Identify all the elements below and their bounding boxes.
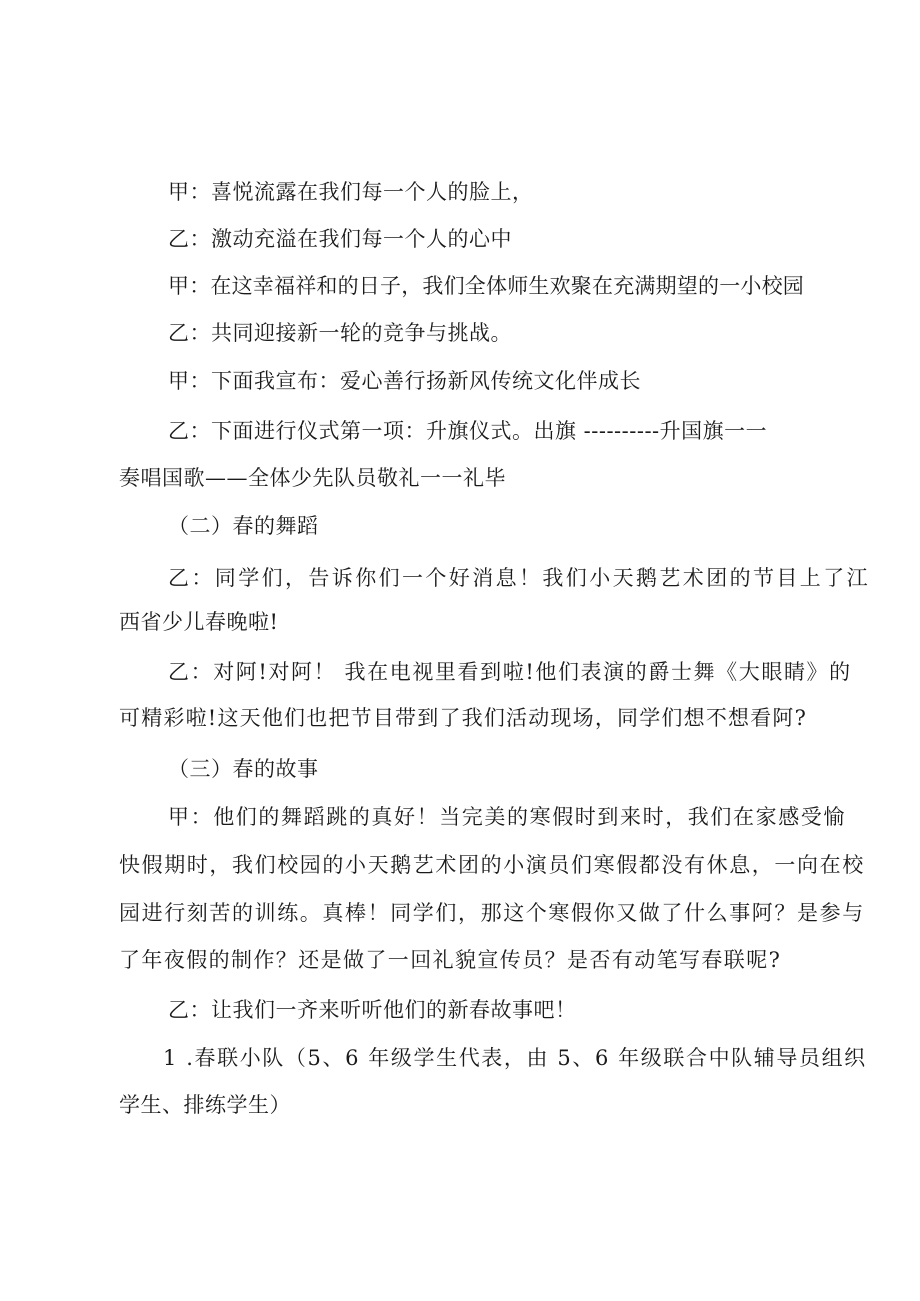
dialogue-line-yi-5-cont: 可精彩啦!这天他们也把节目带到了我们活动现场，同学们想不想看阿?	[119, 706, 808, 730]
dialogue-line-jia-3: 甲：下面我宣布：爱心善行扬新风传统文化伴成长	[168, 369, 641, 393]
program-item-1: 1 .春联小队（5、6 年级学生代表，由 5、6 年级联合中队辅导员组织	[163, 1046, 867, 1070]
dialogue-line-yi-4-cont: 西省少儿春晚啦!	[119, 610, 279, 634]
dialogue-line-yi-2: 乙：共同迎接新一轮的竞争与挑战。	[168, 321, 512, 345]
dialogue-line-jia-4: 甲：他们的舞蹈跳的真好！当完美的寒假时到来时，我们在家感受愉	[168, 805, 846, 829]
dialogue-line-yi-6: 乙：让我们一齐来听听他们的新春故事吧！	[168, 998, 577, 1022]
dialogue-line-yi-3-cont: 奏唱国歌——全体少先队员敬礼一一礼毕	[119, 466, 506, 490]
dialogue-line-yi-4: 乙：同学们，告诉你们一个好消息！我们小天鹅艺术团的节目上了江	[168, 566, 870, 590]
dialogue-line-yi-1: 乙：激动充溢在我们每一个人的心中	[168, 227, 512, 251]
program-item-1-cont: 学生、排练学生）	[119, 1093, 291, 1117]
dialogue-line-jia-2: 甲：在这幸福祥和的日子，我们全体师生欢聚在充满期望的一小校园	[168, 274, 804, 298]
dialogue-line-jia-1: 甲：喜悦流露在我们每一个人的脸上，	[168, 180, 534, 204]
dialogue-line-yi-3: 乙：下面进行仪式第一项：升旗仪式。出旗 ----------升国旗一一	[168, 419, 768, 443]
dialogue-line-jia-4-cont-2: 园进行刻苦的训练。真棒！同学们，那这个寒假你又做了什么事阿？是参与	[119, 901, 865, 925]
dialogue-line-jia-4-cont-1: 快假期时，我们校园的小天鹅艺术团的小演员们寒假都没有休息，一向在校	[119, 853, 865, 877]
dialogue-line-yi-5: 乙：对阿!对阿！ 我在电视里看到啦!他们表演的爵士舞《大眼睛》的	[168, 660, 852, 684]
section-heading-story: （三）春的故事	[168, 757, 319, 781]
section-heading-dance: （二）春的舞蹈	[168, 514, 319, 538]
dialogue-line-jia-4-cont-3: 了年夜假的制作？还是做了一回礼貌宣传员？是否有动笔写春联呢?	[119, 948, 782, 972]
